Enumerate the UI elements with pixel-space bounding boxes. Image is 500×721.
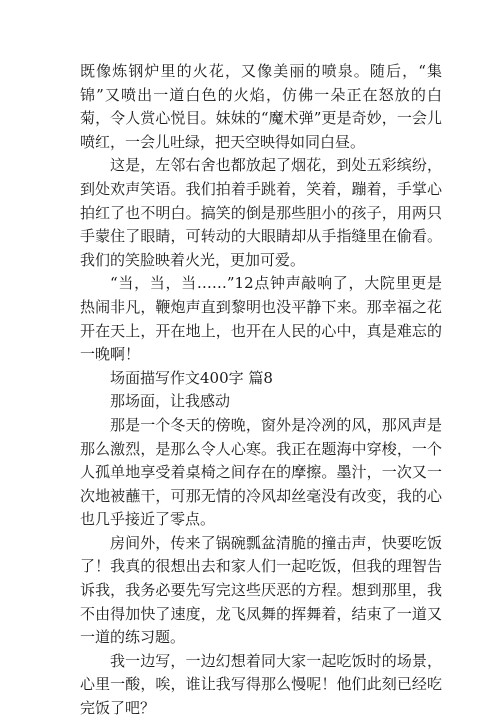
paragraph-neighbors-fireworks: 这是，左邻右舍也都放起了烟花，到处五彩缤纷，到处欢声笑语。我们拍着手跳着，笑着，蹦着，手掌心拍红了也不明白。搞笑的倒是那些胆小的孩子，用两只手蒙住了眼睛，可转动的大眼睛却从手指缝里在偷看。我们的笑脸映着火光，更加可爱。 — [80, 156, 442, 269]
paragraph-imagining-dinner: 我一边写，一边幻想着同大家一起吃饭时的场景，心里一酸，唉，谁让我写得那么慢呢！他们此刻已经吃完饭了吧？ — [80, 651, 442, 718]
paragraph-fireworks-continued: 既像炼钢炉里的火花，又像美丽的喷泉。随后，“集锦”又喷出一道白色的火焰，仿佛一朵正在怒放的白菊，令人赏心悦目。妹妹的“魔术弹”更是奇妙，一会儿喷红，一会儿吐绿，把天空映得如同白昼。 — [80, 62, 442, 151]
paragraph-dinner-sounds: 房间外，传来了锅碗瓢盆清脆的撞击声，快要吃饭了！我真的很想出去和家人们一起吃饭，但我的理智告诉我，我务必要先写完这些厌恶的方程。想到那里，我不由得加快了速度，龙飞凤舞的挥舞着，结束了一道又一道的练习题。 — [80, 533, 442, 647]
paragraph-winter-evening: 那是一个冬天的傍晚，窗外是冷冽的风，那风声是那么激烈，是那么令人心寒。我正在题海中穿梭，一个人孤单地享受着桌椅之间存在的摩擦。墨汁，一次又一次地被蘸干，可那无情的冷风却丝毫没有改变，我的心也几乎接近了零点。 — [80, 415, 442, 529]
essay-title: 那场面，让我感动 — [110, 392, 231, 411]
essay-heading: 场面描写作文400字 篇8 — [110, 368, 273, 387]
paragraph-midnight-bell: “当，当，当……”12点钟声敲响了，大院里更是热闹非凡，鞭炮声直到黎明也没平静下来。那幸福之花开在天上，开在地上，也开在人民的心中，真是难忘的一晚啊！ — [80, 274, 442, 364]
